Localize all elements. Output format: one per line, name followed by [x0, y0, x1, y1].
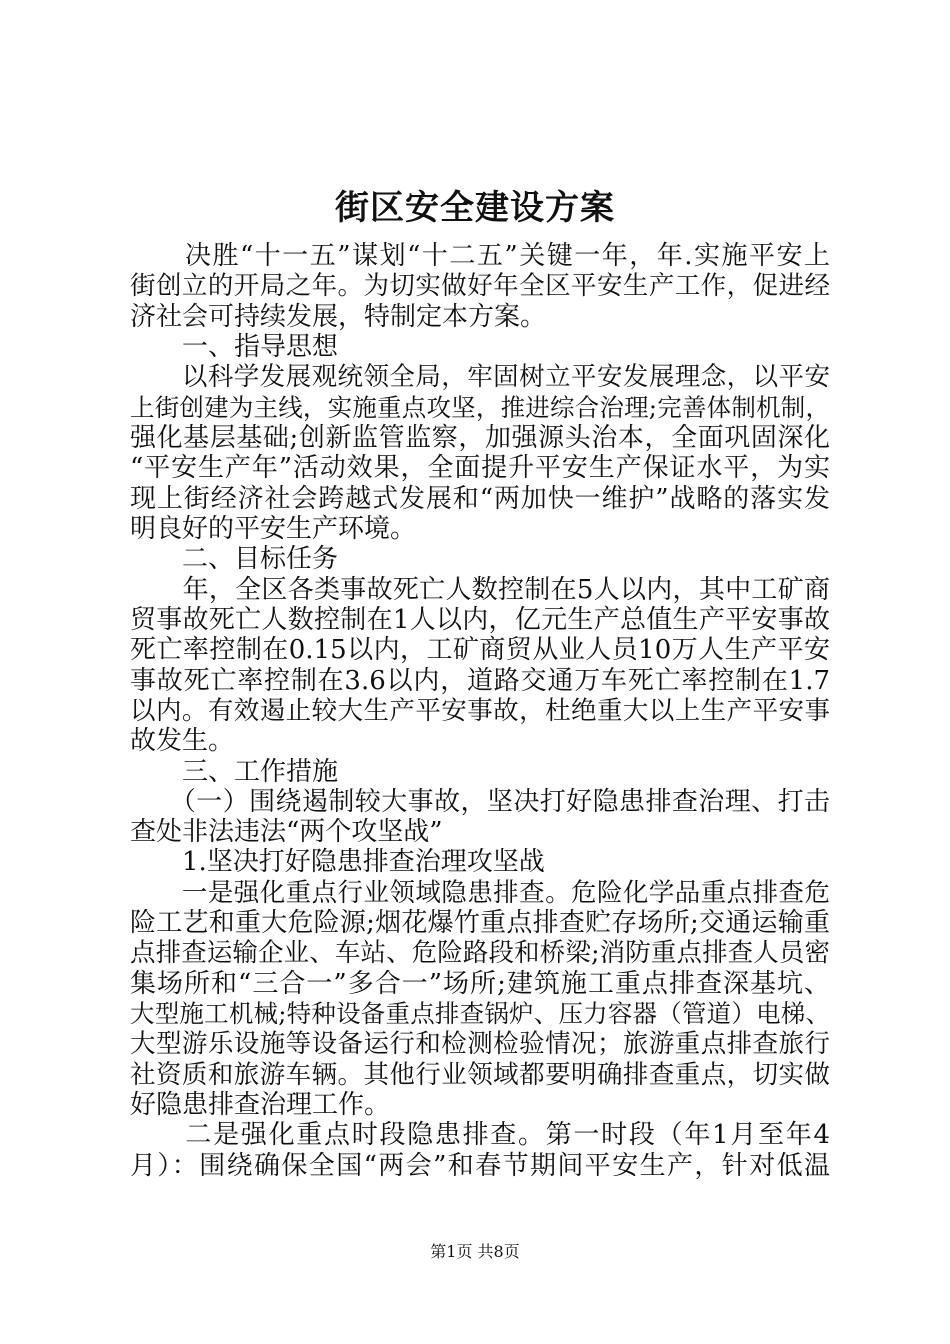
- body-line: 济社会可持续发展，特制定本方案。: [130, 302, 547, 332]
- body-line: 查处非法违法“两个攻坚战”: [130, 817, 443, 847]
- body-line: 点排查运输企业、车站、危险路段和桥梁;消防重点排查人员密: [130, 938, 830, 968]
- section-heading: 一、指导思想: [130, 332, 339, 362]
- body-line: 大型游乐设施等设备运行和检测检验情况；旅游重点排查旅行: [130, 1029, 830, 1059]
- body-line: 以科学发展观统领全局，牢固树立平安发展理念，以平安: [130, 362, 830, 392]
- body-line: 月）：围绕确保全国“两会”和春节期间平安生产，针对低温: [130, 1151, 830, 1181]
- body-line: 好隐患排查治理工作。: [130, 1090, 391, 1120]
- body-line: 强化基层基础;创新监管监察，加强源头治本，全面巩固深化: [130, 423, 830, 453]
- body-line: 贸事故死亡人数控制在1人以内，亿元生产总值生产平安事故: [130, 605, 830, 635]
- body-line: 故发生。: [130, 726, 235, 756]
- section-heading: 三、工作措施: [130, 757, 339, 787]
- document-title: 街区安全建设方案: [335, 188, 615, 228]
- body-line: 年，全区各类事故死亡人数控制在5人以内，其中工矿商: [130, 575, 830, 605]
- body-line: 现上街经济社会跨越式发展和“两加快一维护”战略的落实发: [130, 484, 830, 514]
- body-line: 集场所和“三合一”多合一”场所;建筑施工重点排查深基坑、: [130, 969, 830, 999]
- page-number: 第1页 共8页: [430, 1242, 520, 1261]
- body-line: 街创立的开局之年。为切实做好年全区平安生产工作，促进经: [130, 271, 830, 301]
- body-line: （一）围绕遏制较大事故，坚决打好隐患排查治理、打击: [130, 787, 830, 817]
- body-line: 事故死亡率控制在3.6以内，道路交通万车死亡率控制在1.7: [130, 666, 830, 696]
- body-line: 社资质和旅游车辆。其他行业领域都要明确排查重点，切实做: [130, 1060, 830, 1090]
- body-line: 大型施工机械;特种设备重点排查锅炉、压力容器（管道）电梯、: [130, 999, 830, 1028]
- subsection-heading: 1.坚决打好隐患排查治理攻坚战: [130, 847, 545, 877]
- body-line: 以内。有效遏止较大生产平安事故，杜绝重大以上生产平安事: [130, 696, 830, 726]
- body-line: 险工艺和重大危险源;烟花爆竹重点排查贮存场所;交通运输重: [130, 908, 830, 938]
- body-line: 一是强化重点行业领域隐患排查。危险化学品重点排查危: [130, 878, 830, 908]
- body-line: 决胜“十一五”谋划“十二五”关键一年，年.实施平安上: [130, 241, 830, 271]
- body-line: 上街创建为主线，实施重点攻坚，推进综合治理;完善体制机制，: [130, 393, 830, 422]
- body-line: “平安生产年”活动效果，全面提升平安生产保证水平，为实: [130, 453, 830, 483]
- body-line: 明良好的平安生产环境。: [130, 514, 417, 544]
- section-heading: 二、目标任务: [130, 544, 339, 574]
- body-line: 二是强化重点时段隐患排查。第一时段（年1月至年4: [130, 1120, 830, 1150]
- body-line: 死亡率控制在0.15以内，工矿商贸从业人员10万人生产平安: [130, 635, 830, 665]
